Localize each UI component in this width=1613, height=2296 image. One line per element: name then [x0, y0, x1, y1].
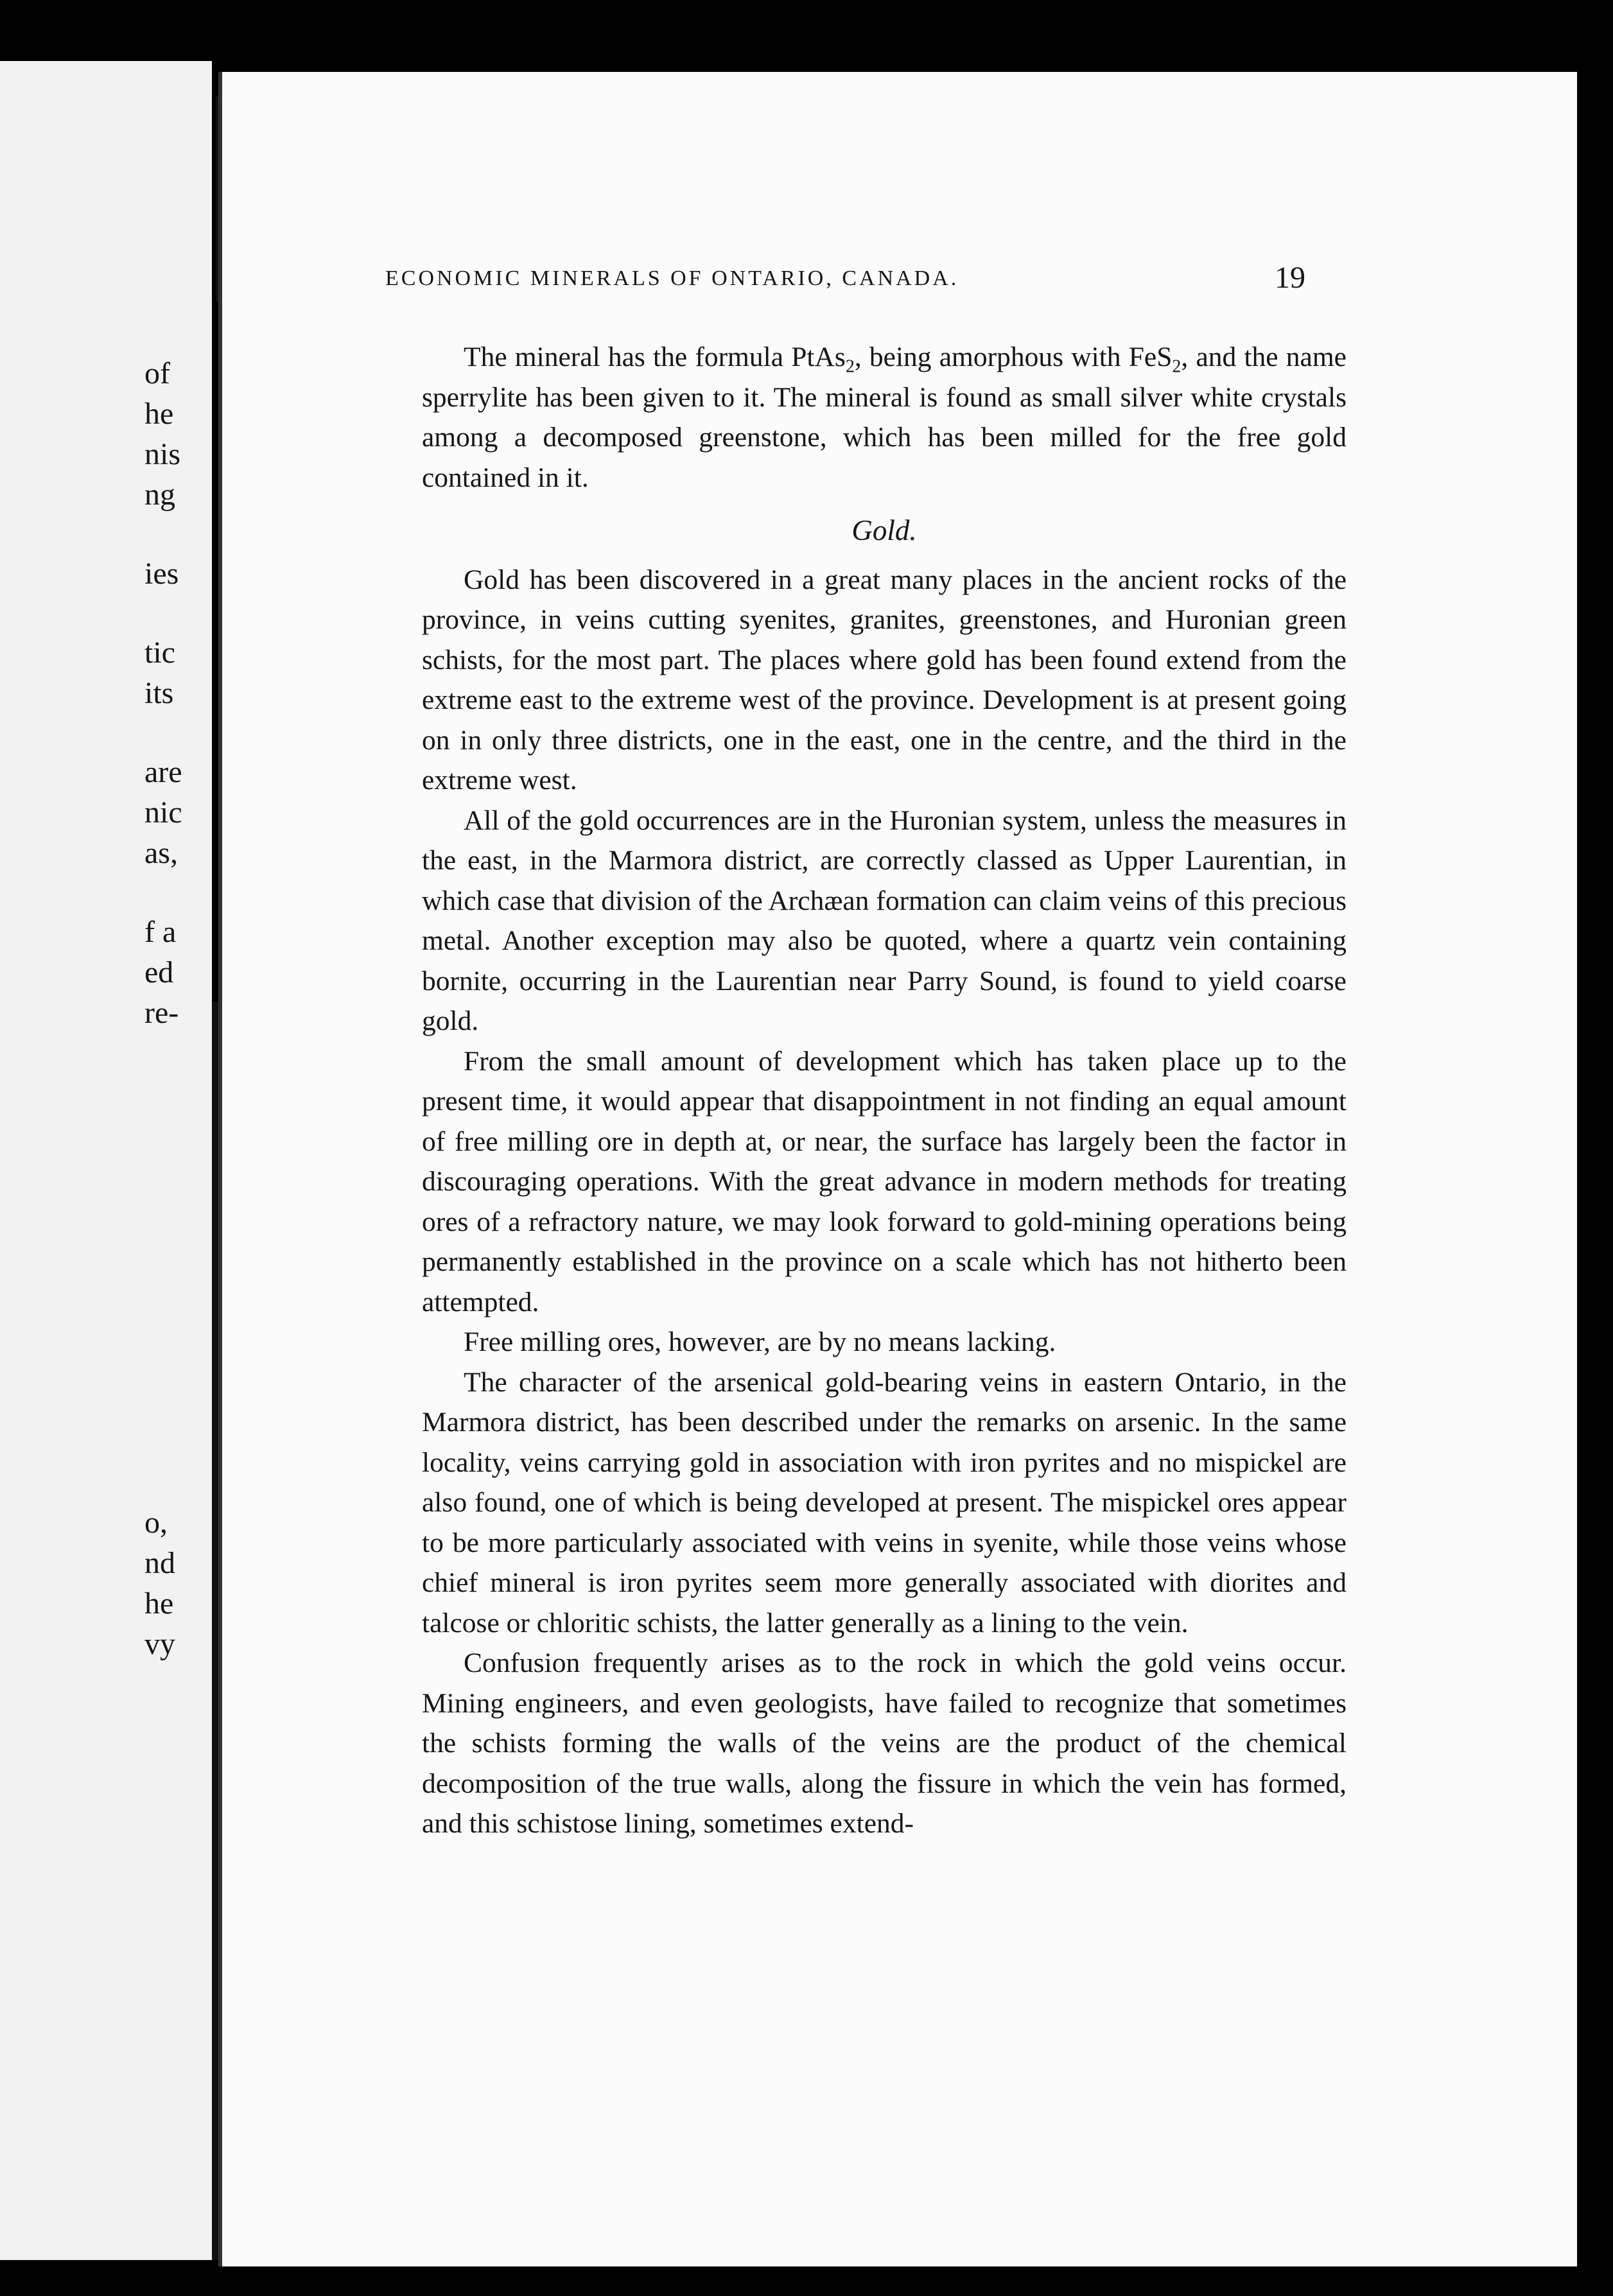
prev-fragment: vy [144, 1627, 175, 1661]
subscript: 2 [1172, 356, 1181, 377]
page-number: 19 [1275, 261, 1305, 295]
prev-fragment: are [144, 755, 182, 789]
paragraph: Gold has been discovered in a great many places in the ancient rocks of the province, in veins cutting syenites, granites, greenstones, and Huronian green schists, for the most part. The places where gold has been found extend from the extreme east to the extreme west of the province. Development is at present going on in only three districts, one in the east, one in the centre, and the third in the extreme west. [422, 564, 1347, 796]
prev-fragment: nis [144, 437, 181, 471]
body-text [422, 337, 1347, 1844]
prev-fragment: of [144, 356, 170, 390]
prev-fragment: nd [144, 1546, 175, 1580]
text-run: The mineral has the formula PtAs [464, 342, 846, 372]
prev-fragment: its [144, 676, 174, 710]
prev-fragment: he [144, 1587, 174, 1621]
running-header: ECONOMIC MINERALS OF ONTARIO, CANADA. [385, 266, 959, 290]
text-run: , being amorphous with FeS [854, 342, 1173, 372]
subscript: 2 [845, 356, 855, 377]
prev-fragment: as, [144, 836, 178, 870]
prev-fragment: tic [144, 636, 175, 670]
paragraph: From the small amount of development which has taken place up to the present time, it would appear that disappointment in not finding an equal amount of free milling ore in depth at, or near, the surface has largely been the factor in discouraging operations. With the great advance in modern methods for treating ores of a refractory nature, we may look forward to gold-mining operations being permanently established in the province on a scale which has not hitherto been attempted. [422, 1045, 1347, 1318]
prev-fragment: ies [144, 557, 179, 591]
paragraph: Free milling ores, however, are by no means lacking. [464, 1326, 1056, 1357]
prev-fragment: ng [144, 478, 175, 512]
paragraph [422, 337, 1347, 498]
prev-fragment: re- [144, 996, 179, 1030]
prev-fragment: o, [144, 1506, 168, 1540]
text-run: , and the name sperrylite has been given to it. The mineral is found as small silver white crystals among a decomposed greenstone, which has been milled for the free gold contained in it. [422, 342, 1347, 493]
paragraph: All of the gold occurrences are in the Huronian system, unless the measures in the east, in the Marmora district, are correctly classed as Upper Laurentian, in which case that division of the Archæan formation can claim veins of this precious metal. Another exception may also be quoted, where a quartz vein containing bornite, occurring in the Laurentian near Parry Sound, is found to yield coarse gold. [422, 804, 1347, 1036]
prev-fragment: nic [144, 796, 182, 830]
prev-fragment: he [144, 397, 174, 431]
prev-fragment: f a [144, 915, 177, 949]
paragraph: The character of the arsenical gold-bearing veins in eastern Ontario, in the Marmora district, has been described under the remarks on arsenic. In the same locality, veins carrying gold in association with iron pyrites and no mispickel are also found, one of which is being developed at present. The mispickel ores appear to be more particularly associated with veins in syenite, while those veins whose chief mineral is iron pyrites seem more generally associated with diorites and talcose or chloritic schists, the latter generally as a lining to the vein. [422, 1366, 1347, 1639]
previous-page [0, 61, 212, 2260]
prev-fragment: ed [144, 955, 174, 989]
paragraph: Confusion frequently arises as to the rock in which the gold veins occur. Mining engineers, and even geologists, have failed to recognize that sometimes the schists forming the walls of the veins are the product of the chemical decomposition of the true walls, along the fissure in which the vein has formed, and this schistose lining, sometimes extend- [422, 1648, 1347, 1839]
section-heading: Gold. [851, 514, 917, 546]
